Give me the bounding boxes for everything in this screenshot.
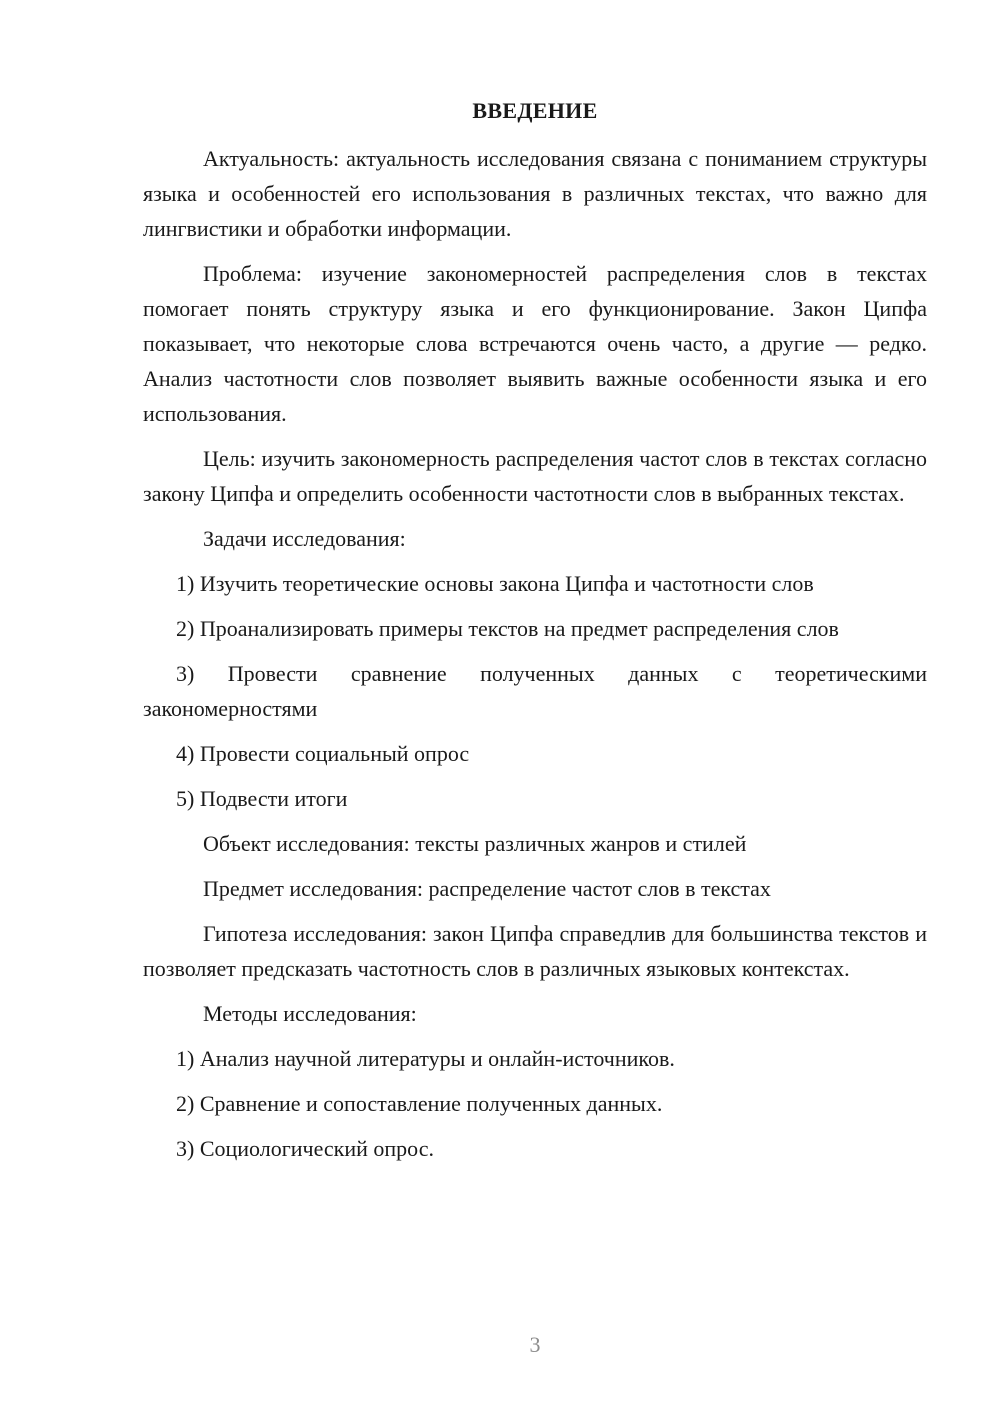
task-item-4: 4) Провести социальный опрос — [176, 741, 470, 766]
problem-paragraph: Проблема: изучение закономерностей распределения слов в текстах помогает понять структуру языка и его функционирование. Закон Ципфа показывает, что некоторые слова встречаются очень часто, а другие — редко. Анализ частотности слов позволяет выявить важные особенности языка и его использования. — [143, 261, 927, 426]
tasks-heading: Задачи исследования: — [203, 526, 406, 551]
page-content — [143, 93, 927, 1176]
task-item-5: 5) Подвести итоги — [176, 786, 348, 811]
task-item-2: 2) Проанализировать примеры текстов на предмет распределения слов — [176, 616, 839, 641]
task-item-3: 3) Провести сравнение полученных данных с теоретическими закономерностями — [143, 661, 927, 721]
method-item-2: 2) Сравнение и сопоставление полученных данных. — [176, 1091, 663, 1116]
hypothesis-paragraph: Гипотеза исследования: закон Ципфа справедлив для большинства текстов и позволяет предсказать частотность слов в различных языковых контекстах. — [143, 921, 927, 981]
page-number: 3 — [529, 1332, 541, 1357]
page-title: ВВЕДЕНИЕ — [472, 98, 598, 123]
method-item-3: 3) Социологический опрос. — [176, 1136, 434, 1161]
relevance-paragraph: Актуальность: актуальность исследования связана с пониманием структуры языка и особенностей его использования в различных текстах, что важно для лингвистики и обработки информации. — [143, 146, 927, 241]
goal-paragraph: Цель: изучить закономерность распределения частот слов в текстах согласно закону Ципфа и определить особенности частотности слов в выбранных текстах. — [143, 446, 927, 506]
method-item-1: 1) Анализ научной литературы и онлайн-источников. — [176, 1046, 675, 1071]
methods-heading: Методы исследования: — [203, 1001, 417, 1026]
task-item-1: 1) Изучить теоретические основы закона Ципфа и частотности слов — [176, 571, 814, 596]
subject-paragraph: Предмет исследования: распределение частот слов в текстах — [203, 876, 771, 901]
object-paragraph: Объект исследования: тексты различных жанров и стилей — [203, 831, 747, 856]
